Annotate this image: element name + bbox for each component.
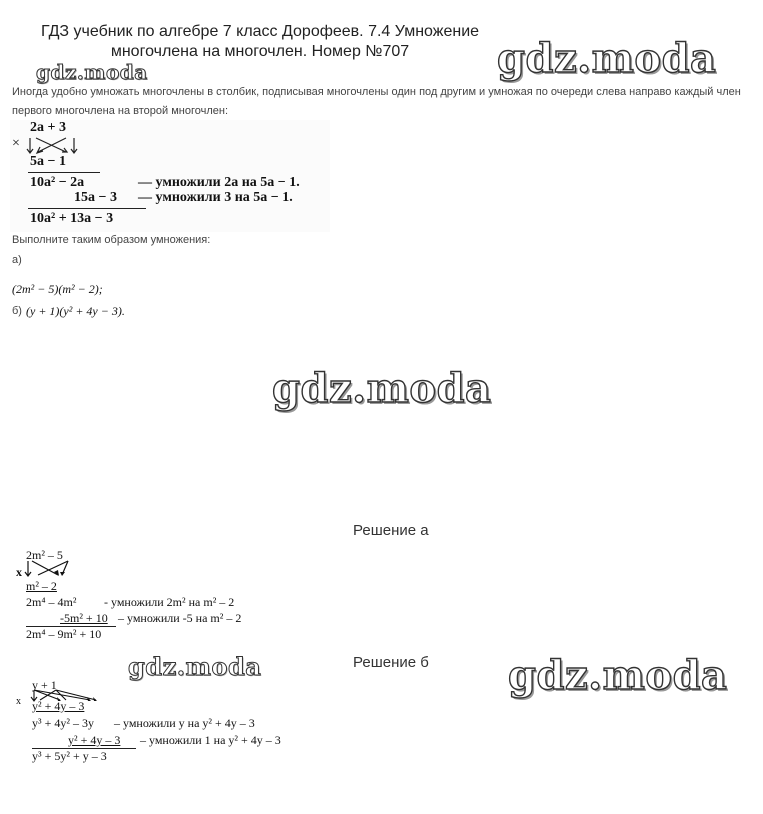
part-a-expression: (2m² − 5)(m² − 2); — [12, 282, 103, 296]
solution-a-row2-note: – умножили -5 на m² – 2 — [118, 611, 242, 625]
solution-a-row2: -5m² + 10 — [60, 611, 108, 625]
example-top: 2a + 3 — [30, 120, 66, 135]
arrow-icon — [24, 560, 80, 580]
solution-a-row1: 2m⁴ – 4m² — [26, 595, 77, 609]
part-b-expression: (y + 1)(y² + 4y − 3). — [26, 304, 125, 318]
watermark-logo: gdz.moda — [508, 652, 728, 699]
example-result: 10a² + 13a − 3 — [30, 211, 114, 226]
example-second: 5a − 1 — [30, 154, 66, 169]
solution-a-block — [14, 546, 274, 642]
example-row2-note: — умножили 3 на 5a − 1. — [138, 190, 293, 205]
task-instruction: Выполните таким образом умножения: — [12, 234, 211, 246]
part-b-label: б) — [12, 305, 22, 317]
solution-b-row1-note: – умножили y на y² + 4y – 3 — [114, 716, 255, 730]
solution-b-second: y² + 4y – 3 — [32, 699, 85, 713]
example-row1-note: — умножили 2a на 5a − 1. — [138, 175, 300, 190]
example-block — [10, 120, 330, 232]
watermark-logo: gdz.moda — [272, 365, 492, 412]
example-row2: 15a − 3 — [74, 190, 117, 205]
page-title: ГДЗ учебник по алгебре 7 класс Дорофеев. 7.4 Умножение многочлена на многочлен. Номер №707 — [40, 23, 480, 60]
solution-b-result: y³ + 5y² + y – 3 — [32, 749, 107, 763]
solution-a-row1-note: - умножили 2m² на m² – 2 — [104, 595, 235, 609]
solution-a-second: m² – 2 — [26, 579, 57, 593]
solution-a-top: 2m² – 5 — [26, 548, 63, 562]
solution-b-label: Решение б — [353, 654, 429, 671]
times-sign: x — [16, 696, 21, 707]
part-a-label: а) — [12, 254, 22, 266]
watermark-logo: gdz.moda — [128, 652, 262, 681]
solution-b-block — [14, 678, 294, 768]
solution-b-row2: y² + 4y – 3 — [68, 733, 121, 747]
watermark-logo: gdz.moda — [36, 60, 148, 84]
example-row1: 10a² − 2a — [30, 175, 85, 190]
solution-a-label: Решение а — [353, 522, 429, 539]
watermark-logo: gdz.moda — [497, 35, 717, 82]
solution-a-result: 2m⁴ – 9m² + 10 — [26, 627, 102, 641]
solution-b-row1: y³ + 4y² – 3y — [32, 716, 94, 730]
arrow-icon — [26, 136, 86, 156]
solution-b-row2-note: – умножили 1 на y² + 4y – 3 — [140, 733, 281, 747]
task-intro: Иногда удобно умножать многочлены в столбик, подписывая многочлены один под другим и умножая по очереди слева направо каждый член первого многочлена на второй многочлен: — [12, 86, 741, 117]
times-sign: × — [12, 136, 20, 151]
solution-b-top: y + 1 — [32, 678, 57, 692]
times-sign: x — [16, 565, 22, 579]
